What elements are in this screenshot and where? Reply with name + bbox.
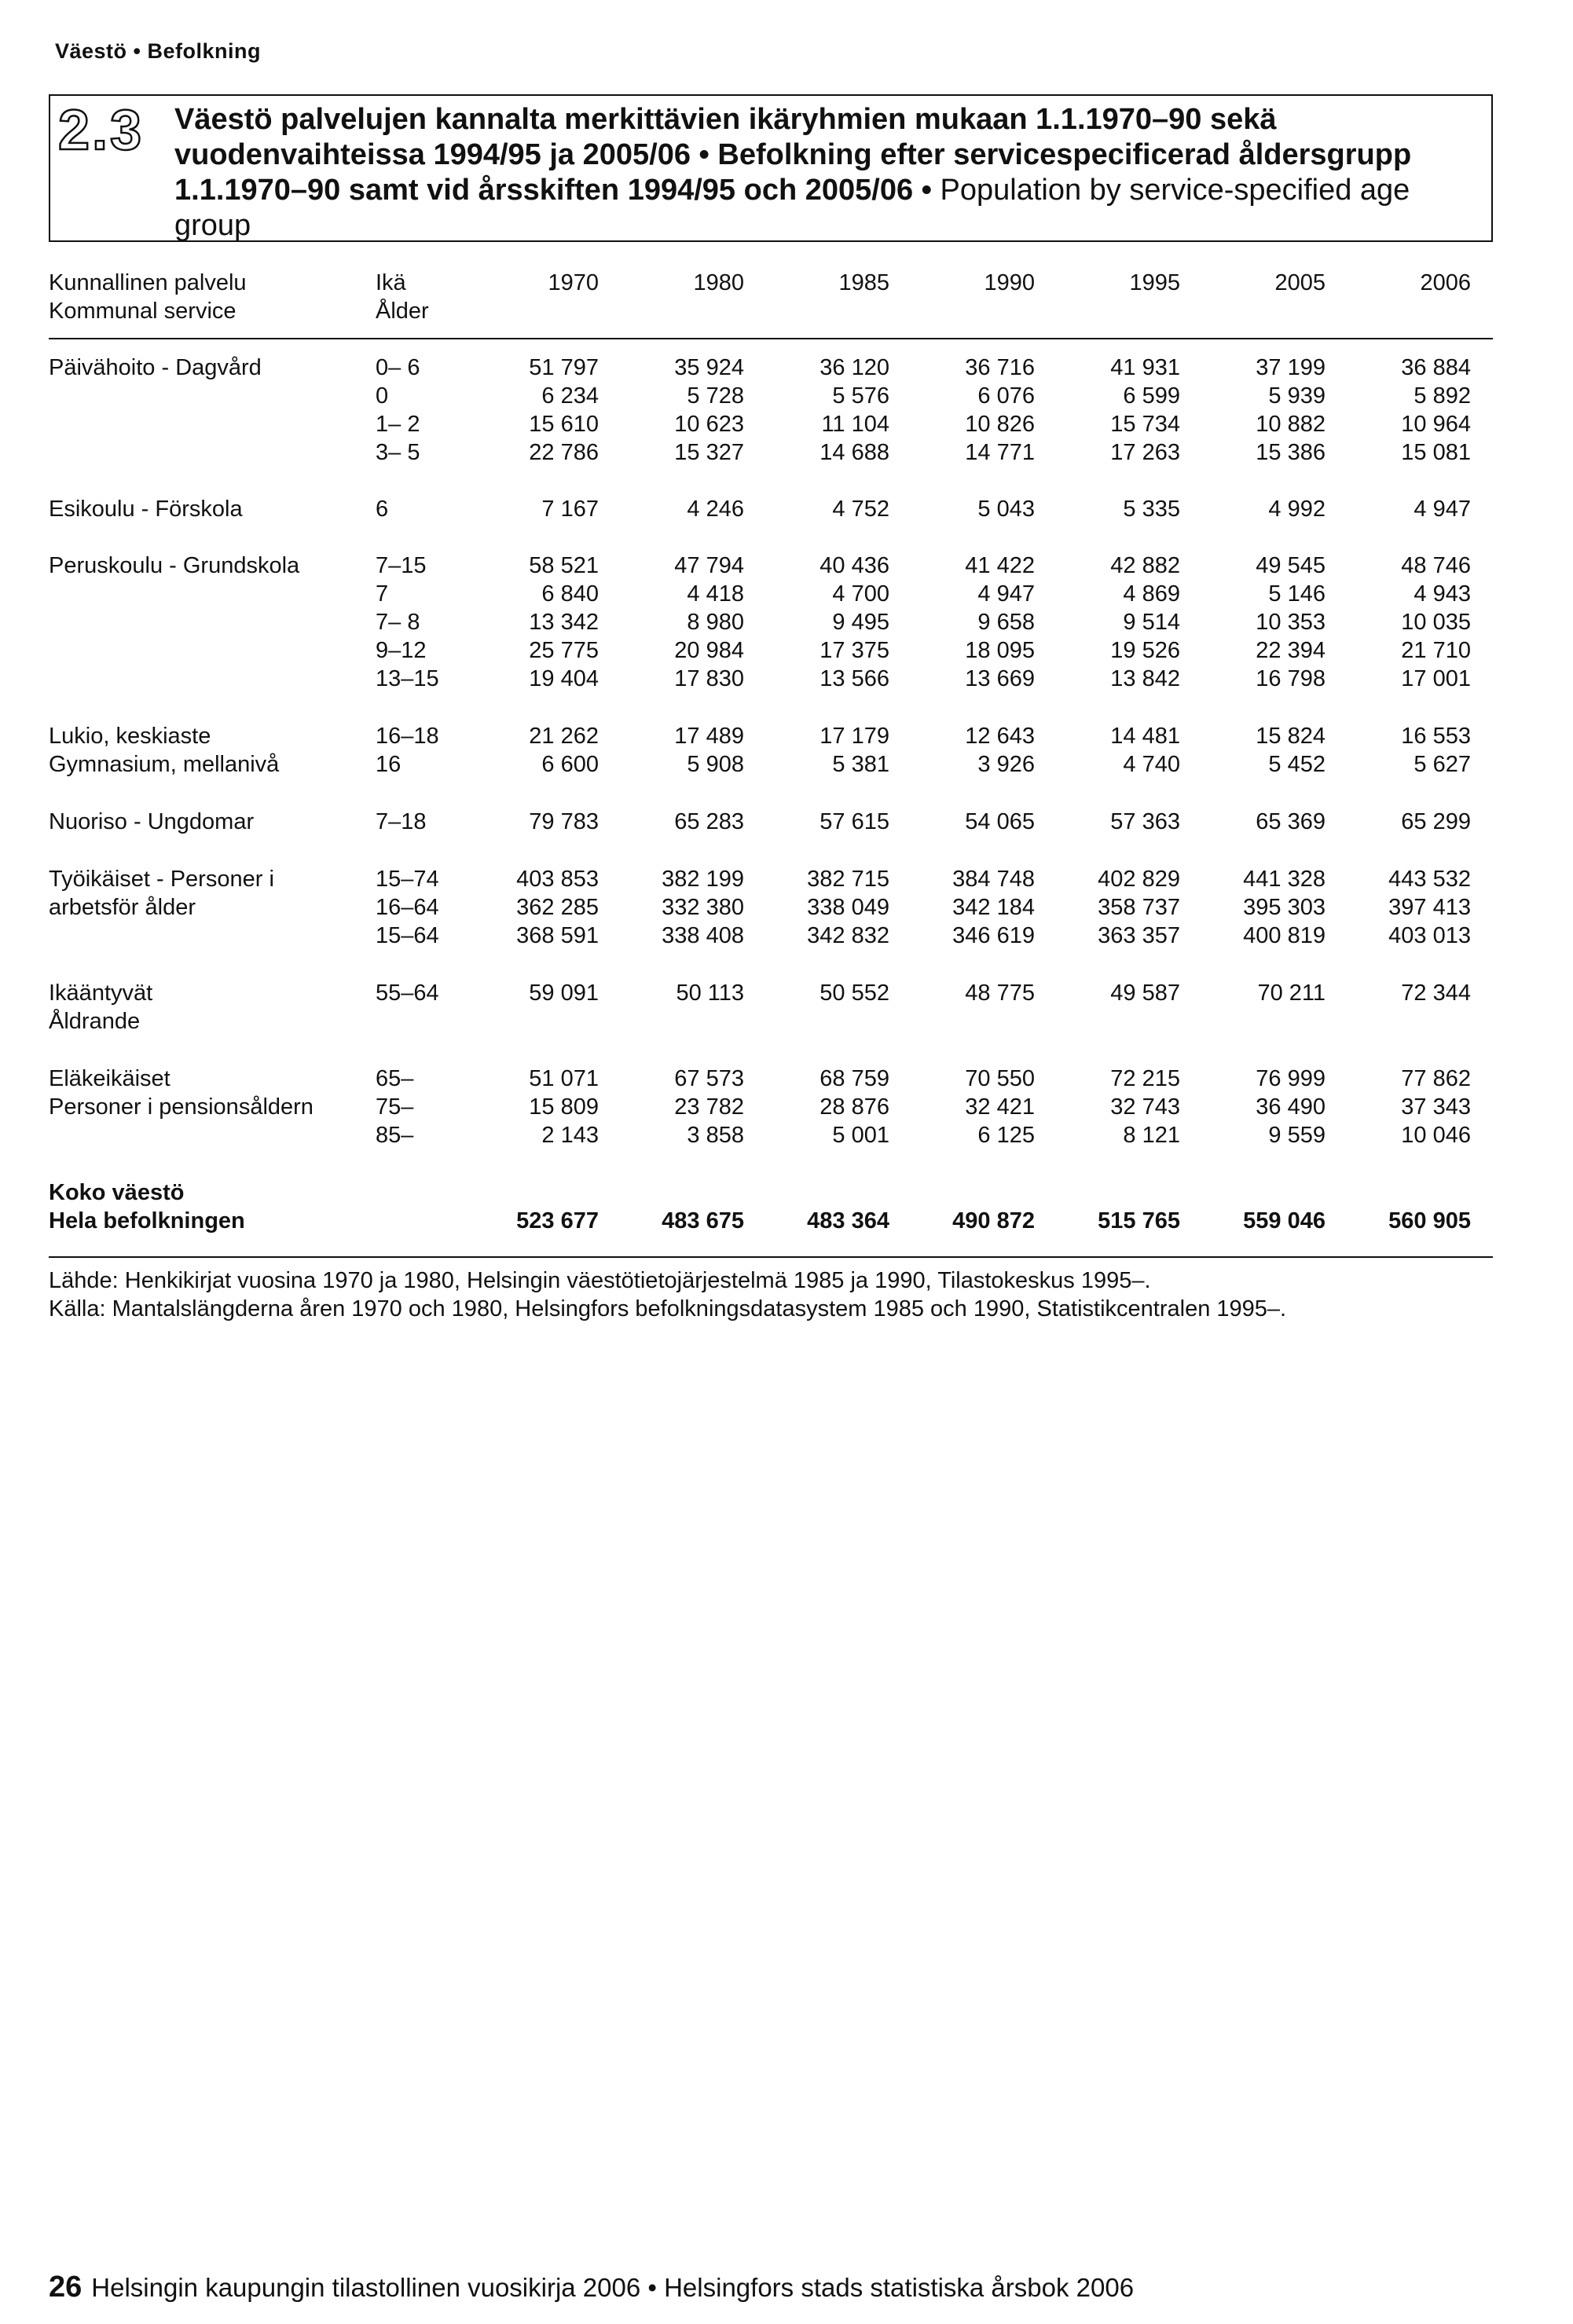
row-value: 19 404 <box>529 666 599 691</box>
row-value: 16 798 <box>1256 666 1326 691</box>
row-value: 4 947 <box>977 581 1035 607</box>
header-age-fi: Ikä <box>376 270 406 295</box>
row-value: 15 081 <box>1401 440 1471 465</box>
table-row <box>49 1180 1493 1208</box>
row-label: Peruskoulu - Grundskola <box>49 553 300 578</box>
row-value: 58 521 <box>529 553 599 578</box>
row-value: 36 884 <box>1401 355 1471 380</box>
row-value: 4 740 <box>1123 752 1180 777</box>
row-value: 65 283 <box>674 809 744 834</box>
row-value: 8 980 <box>687 610 744 635</box>
row-value: 8 121 <box>1123 1123 1180 1148</box>
row-value: 15 734 <box>1110 412 1180 437</box>
row-value: 57 615 <box>820 809 889 834</box>
table-row <box>49 724 1493 752</box>
table-row <box>49 610 1493 638</box>
row-value: 76 999 <box>1256 1066 1326 1091</box>
row-value: 368 591 <box>516 923 599 948</box>
row-value: 50 552 <box>820 981 889 1006</box>
row-value: 5 939 <box>1268 383 1326 409</box>
row-value: 48 746 <box>1401 553 1471 578</box>
row-value: 13 842 <box>1110 666 1180 691</box>
row-value: 37 343 <box>1401 1094 1471 1120</box>
row-value: 6 125 <box>977 1123 1035 1148</box>
header-service-sv: Kommunal service <box>49 299 236 324</box>
footer-text: Helsingin kaupungin tilastollinen vuosikirja 2006 • Helsingfors stads statistiska årsbok 2006 <box>91 2273 1135 2302</box>
row-value: 4 943 <box>1414 581 1471 607</box>
row-value: 57 363 <box>1110 809 1180 834</box>
row-value: 9 514 <box>1123 610 1180 635</box>
table-row <box>49 412 1493 440</box>
row-age: 13–15 <box>376 666 439 691</box>
row-value: 13 566 <box>820 666 889 691</box>
row-value: 70 211 <box>1257 981 1326 1006</box>
header-year: 1970 <box>548 270 599 295</box>
table-title-bold: Väestö palvelujen kannalta merkittävien ikäryhmien mukaan 1.1.1970–90 sekä vuodenvaihteissa 1994/95 ja 2005/06 • Befolkning efter servicespecificerad åldersgrupp 1.1.1970–90 samt vid årsskiften 1994/95 och 2005/06 • <box>174 103 1412 207</box>
row-value: 10 035 <box>1401 610 1471 635</box>
row-age: 7 <box>376 581 389 607</box>
page-footer <box>49 2271 1134 2304</box>
row-value: 5 576 <box>832 383 889 409</box>
row-age: 55–64 <box>376 981 439 1006</box>
row-label: Lukio, keskiaste <box>49 724 211 749</box>
row-value: 2 143 <box>541 1123 599 1148</box>
row-value: 400 819 <box>1243 923 1326 948</box>
row-value: 50 113 <box>676 981 744 1006</box>
row-age: 0 <box>376 383 389 409</box>
row-value: 17 179 <box>820 724 889 749</box>
row-value: 47 794 <box>674 553 744 578</box>
header-year: 1995 <box>1129 270 1180 295</box>
row-value: 13 342 <box>529 610 599 635</box>
row-value: 37 199 <box>1256 355 1326 380</box>
row-value: 15 386 <box>1256 440 1326 465</box>
row-label: Nuoriso - Ungdomar <box>49 809 255 834</box>
row-value: 14 771 <box>965 440 1035 465</box>
row-value: 15 610 <box>529 412 599 437</box>
row-value: 4 752 <box>832 497 889 522</box>
table-row <box>49 1208 1493 1237</box>
table-row <box>49 638 1493 666</box>
row-label: Hela befolkningen <box>49 1208 245 1233</box>
row-value: 15 824 <box>1256 724 1326 749</box>
row-value: 54 065 <box>965 809 1035 834</box>
row-value: 3 858 <box>687 1123 744 1148</box>
row-value: 15 809 <box>529 1094 599 1120</box>
row-value: 48 775 <box>965 981 1035 1006</box>
row-age: 15–64 <box>376 923 439 948</box>
row-value: 5 335 <box>1123 497 1180 522</box>
row-value: 483 364 <box>807 1208 889 1233</box>
row-value: 14 481 <box>1110 724 1180 749</box>
row-age: 16–18 <box>376 724 439 749</box>
row-value: 17 375 <box>820 638 889 663</box>
row-value: 4 418 <box>687 581 744 607</box>
row-value: 23 782 <box>674 1094 744 1120</box>
header-age-sv: Ålder <box>376 299 429 324</box>
row-age: 7–15 <box>376 553 427 578</box>
table-row <box>49 666 1493 695</box>
row-value: 67 573 <box>674 1066 744 1091</box>
header-service-fi: Kunnallinen palvelu <box>49 270 247 295</box>
header-year: 1980 <box>693 270 744 295</box>
row-value: 9 658 <box>977 610 1035 635</box>
row-value: 21 710 <box>1401 638 1471 663</box>
row-value: 49 587 <box>1110 981 1180 1006</box>
row-value: 363 357 <box>1098 923 1180 948</box>
row-value: 32 743 <box>1110 1094 1180 1120</box>
table-row <box>49 440 1493 468</box>
table-row <box>49 581 1493 610</box>
row-value: 51 797 <box>529 355 599 380</box>
row-value: 523 677 <box>516 1208 599 1233</box>
row-label: Esikoulu - Förskola <box>49 497 243 522</box>
row-value: 10 882 <box>1256 412 1326 437</box>
row-value: 397 413 <box>1388 895 1471 920</box>
row-value: 6 840 <box>541 581 599 607</box>
table-row <box>49 553 1493 581</box>
row-value: 6 600 <box>541 752 599 777</box>
row-value: 4 992 <box>1268 497 1326 522</box>
table-row <box>49 867 1493 895</box>
row-value: 77 862 <box>1401 1066 1471 1091</box>
row-value: 19 526 <box>1110 638 1180 663</box>
row-value: 13 669 <box>965 666 1035 691</box>
row-age: 16–64 <box>376 895 439 920</box>
row-value: 49 545 <box>1256 553 1326 578</box>
row-age: 7–18 <box>376 809 427 834</box>
row-value: 72 344 <box>1401 981 1471 1006</box>
row-value: 5 001 <box>832 1123 889 1148</box>
row-value: 42 882 <box>1110 553 1180 578</box>
row-value: 10 353 <box>1256 610 1326 635</box>
table-row <box>49 1066 1493 1094</box>
row-value: 10 964 <box>1401 412 1471 437</box>
table-row <box>49 895 1493 923</box>
row-value: 22 394 <box>1256 638 1326 663</box>
row-value: 4 700 <box>832 581 889 607</box>
row-value: 36 716 <box>965 355 1035 380</box>
row-age: 16 <box>376 752 402 777</box>
row-value: 395 303 <box>1243 895 1326 920</box>
table-header <box>49 267 1493 339</box>
row-value: 17 830 <box>674 666 744 691</box>
row-value: 338 408 <box>662 923 744 948</box>
table-row <box>49 1123 1493 1151</box>
table-row <box>49 1094 1493 1123</box>
row-value: 382 715 <box>807 867 889 892</box>
row-value: 5 146 <box>1268 581 1326 607</box>
row-value: 36 490 <box>1256 1094 1326 1120</box>
row-value: 21 262 <box>529 724 599 749</box>
table-row <box>49 809 1493 838</box>
row-age: 7– 8 <box>376 610 420 635</box>
row-value: 65 299 <box>1401 809 1471 834</box>
table-title <box>174 102 1487 244</box>
row-value: 5 728 <box>687 383 744 409</box>
row-value: 5 452 <box>1268 752 1326 777</box>
row-value: 36 120 <box>820 355 889 380</box>
table-row <box>49 355 1493 383</box>
row-label: Ikääntyvät <box>49 981 153 1006</box>
row-value: 515 765 <box>1098 1208 1180 1233</box>
source-sv: Källa: Mantalslängderna åren 1970 och 1980, Helsingfors befolkningsdatasystem 1985 och 1990, Statistikcentralen 1995–. <box>49 1296 1287 1321</box>
table-bottom-rule <box>49 1256 1493 1258</box>
row-value: 6 599 <box>1123 383 1180 409</box>
row-value: 559 046 <box>1243 1208 1326 1233</box>
source-fi: Lähde: Henkikirjat vuosina 1970 ja 1980, Helsingin väestötietojärjestelmä 1985 ja 1990, Tilastokeskus 1995–. <box>49 1268 1151 1293</box>
row-label: Päivähoito - Dagvård <box>49 355 262 380</box>
row-value: 17 263 <box>1110 440 1180 465</box>
row-value: 72 215 <box>1110 1066 1180 1091</box>
row-value: 342 832 <box>807 923 889 948</box>
row-value: 362 285 <box>516 895 599 920</box>
row-label: Työikäiset - Personer i <box>49 867 274 892</box>
row-value: 59 091 <box>529 981 599 1006</box>
row-label: arbetsför ålder <box>49 895 196 920</box>
row-value: 403 853 <box>516 867 599 892</box>
row-value: 10 826 <box>965 412 1035 437</box>
row-value: 483 675 <box>662 1208 744 1233</box>
row-value: 6 076 <box>977 383 1035 409</box>
row-value: 5 892 <box>1414 383 1471 409</box>
row-value: 358 737 <box>1098 895 1180 920</box>
row-value: 403 013 <box>1388 923 1471 948</box>
row-age: 65– <box>376 1066 414 1091</box>
row-value: 4 246 <box>687 497 744 522</box>
row-value: 65 369 <box>1256 809 1326 834</box>
row-age: 3– 5 <box>376 440 420 465</box>
row-value: 32 421 <box>965 1094 1035 1120</box>
row-value: 5 043 <box>977 497 1035 522</box>
row-value: 9 559 <box>1268 1123 1326 1148</box>
row-age: 0– 6 <box>376 355 420 380</box>
row-label: Personer i pensionsåldern <box>49 1094 314 1120</box>
row-value: 41 931 <box>1110 355 1180 380</box>
row-value: 79 783 <box>529 809 599 834</box>
row-value: 25 775 <box>529 638 599 663</box>
row-value: 17 001 <box>1401 666 1471 691</box>
table-title-english: Population by service-specified age group <box>174 174 1410 242</box>
row-age: 6 <box>376 497 389 522</box>
row-value: 402 829 <box>1098 867 1180 892</box>
row-value: 28 876 <box>820 1094 889 1120</box>
row-value: 16 553 <box>1401 724 1471 749</box>
table-number: 2.3 <box>58 99 145 162</box>
row-age: 75– <box>376 1094 414 1120</box>
row-value: 22 786 <box>529 440 599 465</box>
row-value: 5 627 <box>1414 752 1471 777</box>
header-year: 2005 <box>1274 270 1326 295</box>
row-value: 10 046 <box>1401 1123 1471 1148</box>
row-value: 41 422 <box>965 553 1035 578</box>
table-row <box>49 981 1493 1009</box>
row-label: Gymnasium, mellanivå <box>49 752 280 777</box>
row-value: 443 532 <box>1388 867 1471 892</box>
header-year: 1990 <box>984 270 1035 295</box>
table-title-box <box>49 94 1493 242</box>
row-value: 70 550 <box>965 1066 1035 1091</box>
row-value: 338 049 <box>807 895 889 920</box>
header-year: 1985 <box>838 270 889 295</box>
header-year: 2006 <box>1420 270 1471 295</box>
page-number: 26 <box>49 2271 82 2304</box>
table-row <box>49 383 1493 412</box>
row-value: 346 619 <box>952 923 1035 948</box>
row-label: Åldrande <box>49 1009 141 1034</box>
row-value: 20 984 <box>674 638 744 663</box>
row-value: 18 095 <box>965 638 1035 663</box>
row-value: 342 184 <box>952 895 1035 920</box>
row-value: 6 234 <box>541 383 599 409</box>
table-row <box>49 752 1493 780</box>
row-age: 15–74 <box>376 867 439 892</box>
row-value: 3 926 <box>977 752 1035 777</box>
table-row <box>49 1009 1493 1037</box>
row-value: 9 495 <box>832 610 889 635</box>
row-value: 384 748 <box>952 867 1035 892</box>
row-value: 7 167 <box>541 497 599 522</box>
row-value: 560 905 <box>1388 1208 1471 1233</box>
row-value: 68 759 <box>820 1066 889 1091</box>
row-value: 441 328 <box>1243 867 1326 892</box>
row-value: 5 381 <box>832 752 889 777</box>
row-value: 40 436 <box>820 553 889 578</box>
running-head: Väestö • Befolkning <box>55 39 261 63</box>
row-value: 35 924 <box>674 355 744 380</box>
row-label: Eläkeikäiset <box>49 1066 170 1091</box>
row-value: 17 489 <box>674 724 744 749</box>
row-value: 14 688 <box>820 440 889 465</box>
row-value: 15 327 <box>674 440 744 465</box>
row-value: 5 908 <box>687 752 744 777</box>
row-value: 51 071 <box>529 1066 599 1091</box>
table-row <box>49 497 1493 525</box>
table-row <box>49 923 1493 951</box>
row-label: Koko väestö <box>49 1180 185 1205</box>
row-value: 12 643 <box>965 724 1035 749</box>
row-age: 85– <box>376 1123 414 1148</box>
row-age: 1– 2 <box>376 412 420 437</box>
row-value: 382 199 <box>662 867 744 892</box>
row-value: 11 104 <box>821 412 889 437</box>
row-value: 4 947 <box>1414 497 1471 522</box>
row-value: 4 869 <box>1123 581 1180 607</box>
row-value: 10 623 <box>674 412 744 437</box>
row-value: 490 872 <box>952 1208 1035 1233</box>
row-age: 9–12 <box>376 638 427 663</box>
row-value: 332 380 <box>662 895 744 920</box>
